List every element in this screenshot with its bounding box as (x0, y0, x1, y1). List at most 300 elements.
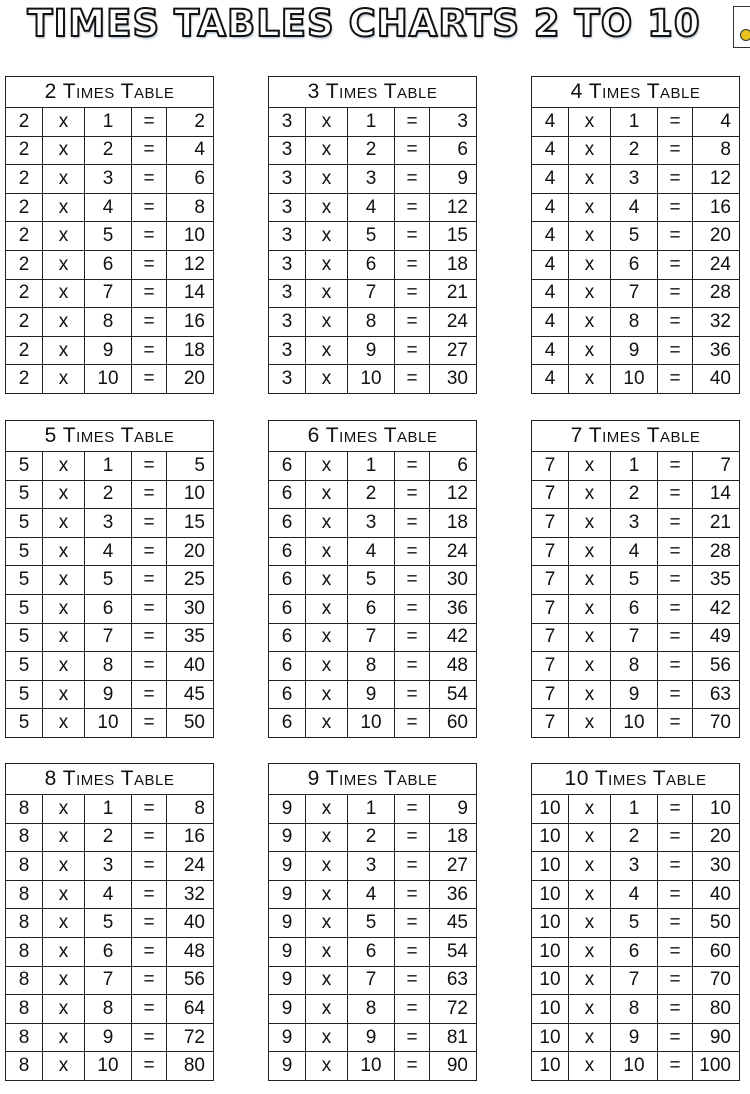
table-row (269, 852, 477, 881)
multiplier: 6 (611, 937, 658, 966)
multiplier: 2 (348, 480, 395, 509)
multiplicand: 2 (6, 108, 43, 137)
multiplier: 2 (348, 136, 395, 165)
equals-sign: = (395, 279, 430, 308)
multiplicand: 8 (6, 937, 43, 966)
times-sign: x (43, 509, 85, 538)
multiplicand: 7 (532, 452, 569, 481)
multiplier: 7 (611, 966, 658, 995)
times-sign: x (43, 909, 85, 938)
equals-sign: = (658, 452, 693, 481)
equals-sign: = (658, 680, 693, 709)
table-row (269, 136, 477, 165)
product: 14 (167, 279, 214, 308)
table-row (269, 966, 477, 995)
table-row (269, 250, 477, 279)
multiplier: 6 (348, 594, 395, 623)
product: 40 (167, 909, 214, 938)
table-row (6, 452, 214, 481)
multiplier: 2 (348, 823, 395, 852)
multiplicand: 7 (532, 652, 569, 681)
table-row (6, 509, 214, 538)
table-row (532, 795, 740, 824)
multiplier: 8 (611, 995, 658, 1024)
times-sign: x (569, 136, 611, 165)
multiplicand: 10 (532, 937, 569, 966)
multiplier: 1 (611, 452, 658, 481)
table-row (269, 566, 477, 595)
table-row (6, 995, 214, 1024)
equals-sign: = (132, 909, 167, 938)
product: 8 (693, 136, 740, 165)
product: 6 (167, 165, 214, 194)
page-title: TIMES TABLES CHARTS 2 TO 10 (27, 2, 701, 45)
table-title: 10 Times Table (532, 764, 740, 795)
times-sign: x (306, 452, 348, 481)
equals-sign: = (395, 852, 430, 881)
multiplicand: 4 (532, 365, 569, 394)
times-sign: x (306, 909, 348, 938)
product: 21 (430, 279, 477, 308)
multiplier: 5 (348, 566, 395, 595)
times-sign: x (43, 795, 85, 824)
multiplicand: 10 (532, 1023, 569, 1052)
product: 18 (430, 509, 477, 538)
table-row (269, 165, 477, 194)
equals-sign: = (658, 709, 693, 738)
product: 24 (167, 852, 214, 881)
product: 36 (430, 594, 477, 623)
multiplicand: 6 (269, 537, 306, 566)
equals-sign: = (658, 336, 693, 365)
equals-sign: = (658, 652, 693, 681)
equals-sign: = (658, 365, 693, 394)
times-sign: x (306, 1052, 348, 1081)
product: 54 (430, 680, 477, 709)
product: 72 (430, 995, 477, 1024)
multiplicand: 6 (269, 509, 306, 538)
table-row (532, 165, 740, 194)
table-row (532, 336, 740, 365)
times-sign: x (569, 1023, 611, 1052)
table-row (269, 594, 477, 623)
equals-sign: = (658, 279, 693, 308)
times-sign: x (306, 852, 348, 881)
multiplicand: 3 (269, 136, 306, 165)
equals-sign: = (395, 623, 430, 652)
multiplier: 6 (85, 250, 132, 279)
product: 100 (693, 1052, 740, 1081)
table-row (532, 509, 740, 538)
equals-sign: = (132, 709, 167, 738)
product: 72 (167, 1023, 214, 1052)
product: 50 (167, 709, 214, 738)
times-table (268, 420, 477, 738)
table-row (532, 909, 740, 938)
product: 56 (167, 966, 214, 995)
product: 10 (167, 480, 214, 509)
product: 20 (167, 365, 214, 394)
product: 28 (693, 537, 740, 566)
product: 24 (430, 308, 477, 337)
table-row (532, 566, 740, 595)
product: 10 (693, 795, 740, 824)
equals-sign: = (658, 909, 693, 938)
equals-sign: = (658, 1052, 693, 1081)
multiplier: 6 (85, 937, 132, 966)
table-row (6, 193, 214, 222)
equals-sign: = (658, 880, 693, 909)
equals-sign: = (395, 509, 430, 538)
equals-sign: = (395, 365, 430, 394)
equals-sign: = (132, 995, 167, 1024)
table-row (6, 937, 214, 966)
table-title: 2 Times Table (6, 77, 214, 108)
equals-sign: = (395, 937, 430, 966)
times-sign: x (43, 594, 85, 623)
table-row (532, 222, 740, 251)
table-row (269, 823, 477, 852)
product: 45 (167, 680, 214, 709)
times-sign: x (306, 222, 348, 251)
times-sign: x (306, 880, 348, 909)
table-row (269, 909, 477, 938)
product: 12 (430, 193, 477, 222)
times-sign: x (306, 1023, 348, 1052)
times-sign: x (43, 480, 85, 509)
table-row (269, 509, 477, 538)
product: 50 (693, 909, 740, 938)
multiplicand: 5 (6, 452, 43, 481)
table-row (269, 222, 477, 251)
times-sign: x (43, 680, 85, 709)
multiplicand: 9 (269, 823, 306, 852)
times-sign: x (306, 480, 348, 509)
equals-sign: = (395, 995, 430, 1024)
product: 70 (693, 709, 740, 738)
multiplier: 7 (611, 623, 658, 652)
equals-sign: = (132, 823, 167, 852)
product: 12 (430, 480, 477, 509)
times-sign: x (306, 165, 348, 194)
times-sign: x (43, 1023, 85, 1052)
product: 6 (430, 136, 477, 165)
multiplicand: 5 (6, 509, 43, 538)
table-row (532, 537, 740, 566)
product: 25 (167, 566, 214, 595)
table-title: 6 Times Table (269, 421, 477, 452)
multiplicand: 5 (6, 680, 43, 709)
table-row (269, 452, 477, 481)
equals-sign: = (658, 594, 693, 623)
multiplicand: 2 (6, 308, 43, 337)
multiplier: 2 (85, 480, 132, 509)
equals-sign: = (132, 966, 167, 995)
multiplicand: 6 (269, 480, 306, 509)
multiplier: 6 (348, 250, 395, 279)
multiplier: 1 (348, 795, 395, 824)
times-sign: x (569, 823, 611, 852)
times-sign: x (306, 594, 348, 623)
table-title: 7 Times Table (532, 421, 740, 452)
multiplicand: 9 (269, 1052, 306, 1081)
table-row (6, 336, 214, 365)
multiplicand: 5 (6, 594, 43, 623)
times-sign: x (43, 336, 85, 365)
table-row (269, 623, 477, 652)
table-row (6, 709, 214, 738)
equals-sign: = (658, 852, 693, 881)
multiplier: 1 (85, 795, 132, 824)
times-sign: x (569, 250, 611, 279)
table-title: 3 Times Table (269, 77, 477, 108)
equals-sign: = (132, 193, 167, 222)
multiplier: 3 (85, 165, 132, 194)
table-row (532, 995, 740, 1024)
multiplicand: 7 (532, 709, 569, 738)
multiplicand: 9 (269, 1023, 306, 1052)
equals-sign: = (658, 250, 693, 279)
multiplier: 1 (611, 795, 658, 824)
multiplier: 6 (348, 937, 395, 966)
multiplier: 3 (85, 852, 132, 881)
table-row (532, 108, 740, 137)
times-sign: x (306, 709, 348, 738)
table-row (269, 279, 477, 308)
product: 20 (693, 823, 740, 852)
table-row (532, 452, 740, 481)
multiplier: 6 (611, 594, 658, 623)
product: 18 (430, 250, 477, 279)
table-row (269, 308, 477, 337)
equals-sign: = (132, 279, 167, 308)
times-sign: x (569, 594, 611, 623)
times-sign: x (306, 995, 348, 1024)
multiplicand: 4 (532, 165, 569, 194)
multiplicand: 8 (6, 795, 43, 824)
table-row (532, 937, 740, 966)
times-sign: x (306, 537, 348, 566)
times-sign: x (43, 222, 85, 251)
product: 48 (167, 937, 214, 966)
times-sign: x (43, 709, 85, 738)
table-row (532, 823, 740, 852)
multiplier: 3 (348, 165, 395, 194)
product: 16 (167, 823, 214, 852)
times-sign: x (43, 880, 85, 909)
multiplier: 7 (348, 279, 395, 308)
table-row (532, 365, 740, 394)
equals-sign: = (132, 594, 167, 623)
product: 14 (693, 480, 740, 509)
table-row (532, 193, 740, 222)
times-sign: x (43, 995, 85, 1024)
product: 24 (693, 250, 740, 279)
multiplier: 8 (611, 308, 658, 337)
times-table (5, 76, 214, 394)
multiplicand: 9 (269, 909, 306, 938)
table-row (532, 480, 740, 509)
table-row (532, 1052, 740, 1081)
multiplier: 7 (85, 279, 132, 308)
table-title: 4 Times Table (532, 77, 740, 108)
product: 6 (430, 452, 477, 481)
multiplicand: 6 (269, 709, 306, 738)
table-row (6, 966, 214, 995)
multiplier: 8 (348, 652, 395, 681)
product: 36 (693, 336, 740, 365)
multiplicand: 3 (269, 279, 306, 308)
table-row (6, 566, 214, 595)
times-sign: x (569, 222, 611, 251)
product: 8 (167, 193, 214, 222)
times-sign: x (306, 308, 348, 337)
multiplier: 9 (611, 680, 658, 709)
times-sign: x (569, 795, 611, 824)
multiplier: 2 (611, 823, 658, 852)
equals-sign: = (658, 193, 693, 222)
table-row (269, 680, 477, 709)
times-sign: x (569, 680, 611, 709)
multiplier: 9 (348, 336, 395, 365)
table-row (269, 995, 477, 1024)
product: 54 (430, 937, 477, 966)
multiplicand: 8 (6, 823, 43, 852)
table-row (6, 537, 214, 566)
table-row (6, 680, 214, 709)
equals-sign: = (395, 909, 430, 938)
coin-icon (740, 29, 750, 41)
table-title: 5 Times Table (6, 421, 214, 452)
multiplicand: 5 (6, 480, 43, 509)
multiplicand: 4 (532, 279, 569, 308)
multiplicand: 2 (6, 222, 43, 251)
multiplier: 5 (611, 909, 658, 938)
multiplier: 5 (611, 566, 658, 595)
times-sign: x (306, 566, 348, 595)
multiplicand: 9 (269, 795, 306, 824)
table-row (532, 1023, 740, 1052)
table-row (269, 652, 477, 681)
multiplier: 2 (611, 480, 658, 509)
product: 20 (167, 537, 214, 566)
product: 27 (430, 336, 477, 365)
multiplier: 4 (85, 193, 132, 222)
equals-sign: = (658, 136, 693, 165)
product: 90 (430, 1052, 477, 1081)
equals-sign: = (395, 652, 430, 681)
product: 70 (693, 966, 740, 995)
multiplicand: 7 (532, 566, 569, 595)
multiplier: 9 (85, 680, 132, 709)
equals-sign: = (658, 995, 693, 1024)
equals-sign: = (395, 795, 430, 824)
times-sign: x (306, 623, 348, 652)
times-sign: x (569, 937, 611, 966)
times-table (5, 763, 214, 1081)
equals-sign: = (395, 966, 430, 995)
multiplier: 8 (348, 995, 395, 1024)
equals-sign: = (658, 966, 693, 995)
table-row (269, 537, 477, 566)
equals-sign: = (395, 193, 430, 222)
equals-sign: = (395, 136, 430, 165)
times-sign: x (306, 823, 348, 852)
product: 16 (167, 308, 214, 337)
multiplier: 10 (85, 1052, 132, 1081)
multiplicand: 3 (269, 165, 306, 194)
times-sign: x (569, 452, 611, 481)
table-row (269, 937, 477, 966)
product: 36 (430, 880, 477, 909)
multiplier: 7 (611, 279, 658, 308)
multiplier: 9 (85, 336, 132, 365)
multiplier: 5 (348, 909, 395, 938)
multiplier: 5 (85, 909, 132, 938)
multiplicand: 8 (6, 880, 43, 909)
equals-sign: = (395, 823, 430, 852)
times-sign: x (43, 623, 85, 652)
multiplicand: 2 (6, 136, 43, 165)
multiplier: 8 (85, 652, 132, 681)
multiplicand: 10 (532, 823, 569, 852)
multiplier: 10 (611, 709, 658, 738)
product: 12 (167, 250, 214, 279)
multiplier: 7 (85, 966, 132, 995)
multiplicand: 7 (532, 594, 569, 623)
table-row (532, 279, 740, 308)
multiplicand: 10 (532, 995, 569, 1024)
multiplicand: 4 (532, 308, 569, 337)
times-sign: x (306, 193, 348, 222)
table-row (532, 880, 740, 909)
table-row (532, 250, 740, 279)
multiplier: 1 (85, 452, 132, 481)
multiplicand: 10 (532, 852, 569, 881)
product: 9 (430, 165, 477, 194)
table-row (6, 136, 214, 165)
times-sign: x (43, 566, 85, 595)
equals-sign: = (395, 1023, 430, 1052)
table-row (269, 880, 477, 909)
table-row (6, 1023, 214, 1052)
table-row (6, 480, 214, 509)
table-row (6, 308, 214, 337)
multiplicand: 8 (6, 1052, 43, 1081)
table-row (6, 623, 214, 652)
times-sign: x (306, 652, 348, 681)
equals-sign: = (132, 795, 167, 824)
times-sign: x (306, 336, 348, 365)
times-sign: x (43, 136, 85, 165)
table-row (6, 279, 214, 308)
equals-sign: = (658, 480, 693, 509)
table-row (269, 1023, 477, 1052)
times-sign: x (306, 136, 348, 165)
multiplicand: 2 (6, 336, 43, 365)
equals-sign: = (395, 537, 430, 566)
multiplicand: 5 (6, 566, 43, 595)
product: 2 (167, 108, 214, 137)
multiplicand: 10 (532, 966, 569, 995)
multiplicand: 10 (532, 909, 569, 938)
multiplicand: 4 (532, 250, 569, 279)
equals-sign: = (132, 308, 167, 337)
times-sign: x (306, 250, 348, 279)
table-row (6, 594, 214, 623)
multiplicand: 6 (269, 452, 306, 481)
product: 60 (693, 937, 740, 966)
